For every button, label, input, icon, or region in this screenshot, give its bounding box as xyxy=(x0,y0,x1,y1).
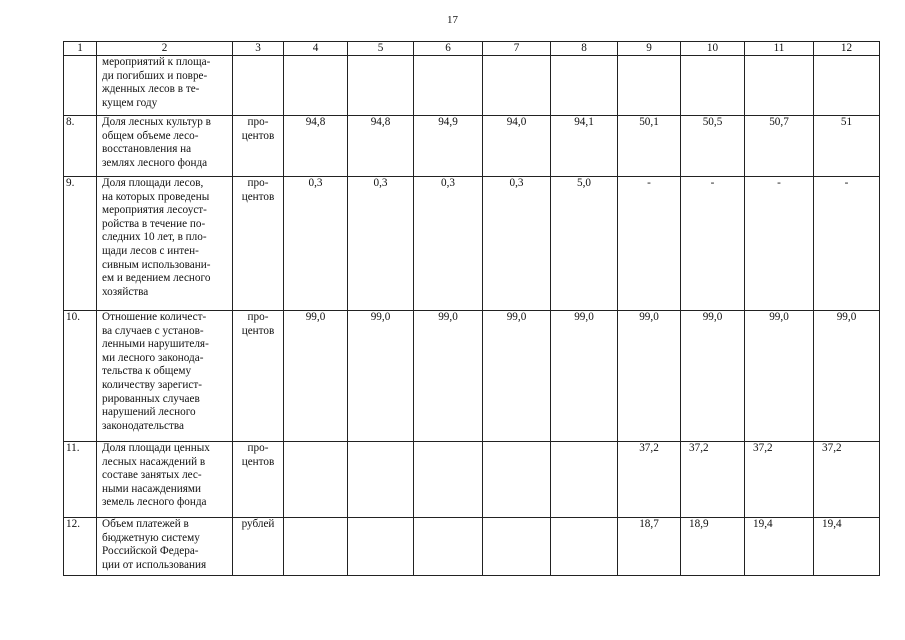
indicator-name-line: ции от использования xyxy=(102,558,207,571)
unit-line: центов xyxy=(241,129,275,142)
value-cell: - xyxy=(814,177,880,311)
unit-line: центов xyxy=(241,455,275,468)
value-cell xyxy=(348,442,414,518)
indicator-name-cell xyxy=(97,177,233,311)
indicator-name-line: ва случаев с установ- xyxy=(102,324,204,337)
indicator-name-line: на которых проведены xyxy=(102,190,210,203)
header-cell: 7 xyxy=(483,42,551,56)
indicator-name-line: сивным использовани- xyxy=(102,258,211,271)
header-cell: 1 xyxy=(64,42,97,56)
value-cell: 99,0 xyxy=(618,311,681,442)
indicator-name-line: общем объеме лесо- xyxy=(102,129,199,142)
value-cell: 94,0 xyxy=(483,116,551,177)
value-cell: 19,4 xyxy=(814,518,880,576)
row-number-cell: 8. xyxy=(64,116,97,177)
value-cell xyxy=(414,518,483,576)
table-row xyxy=(64,518,880,576)
indicator-name-line: ди погибших и повре- xyxy=(102,69,208,82)
value-cell: 94,8 xyxy=(348,116,414,177)
indicator-name-line: Доля площади лесов, xyxy=(102,177,204,189)
unit-line: про- xyxy=(247,311,269,323)
value-cell: 5,0 xyxy=(551,177,618,311)
header-cell: 9 xyxy=(618,42,681,56)
indicator-name-line: жденных лесов в те- xyxy=(102,83,200,96)
value-cell: 37,2 xyxy=(681,442,745,518)
value-cell xyxy=(551,518,618,576)
indicator-name-line: Доля площади ценных xyxy=(102,442,210,454)
indicator-name-line: составе занятых лес- xyxy=(102,469,202,482)
table-row xyxy=(64,177,880,311)
value-cell xyxy=(284,56,348,116)
unit-line: центов xyxy=(241,190,275,203)
value-cell: 50,5 xyxy=(681,116,745,177)
header-cell: 2 xyxy=(97,42,233,56)
indicator-name-cell xyxy=(97,518,233,576)
value-cell: 0,3 xyxy=(483,177,551,311)
value-cell: 37,2 xyxy=(618,442,681,518)
value-cell: 18,9 xyxy=(681,518,745,576)
table-row xyxy=(64,56,880,116)
indicator-name-cell xyxy=(97,311,233,442)
indicator-name-line: бюджетную систему xyxy=(102,531,200,544)
indicator-name-line: кущем году xyxy=(102,96,158,109)
unit-cell xyxy=(233,56,284,116)
value-cell: 94,8 xyxy=(284,116,348,177)
indicator-name-line: хозяйства xyxy=(102,285,149,298)
indicator-name-line: лесных насаждений в xyxy=(102,455,206,468)
indicator-name-line: землях лесного фонда xyxy=(102,156,208,169)
indicators-table xyxy=(63,41,880,576)
indicator-name-line: ными насаждениями xyxy=(102,482,201,495)
value-cell: 94,1 xyxy=(551,116,618,177)
row-number-cell: 10. xyxy=(64,311,97,442)
row-number-cell: 9. xyxy=(64,177,97,311)
value-cell: 50,1 xyxy=(618,116,681,177)
value-cell: 0,3 xyxy=(414,177,483,311)
indicator-name-line: ми лесного законода- xyxy=(102,351,204,364)
value-cell xyxy=(284,442,348,518)
header-cell: 5 xyxy=(348,42,414,56)
row-number-cell: 12. xyxy=(64,518,97,576)
unit-line: про- xyxy=(247,442,269,454)
value-cell: 50,7 xyxy=(745,116,814,177)
value-cell: 94,9 xyxy=(414,116,483,177)
unit-line: рублей xyxy=(241,518,275,530)
value-cell: 0,3 xyxy=(284,177,348,311)
value-cell xyxy=(348,518,414,576)
table-row xyxy=(64,116,880,177)
value-cell: 99,0 xyxy=(348,311,414,442)
header-cell: 8 xyxy=(551,42,618,56)
value-cell: 99,0 xyxy=(681,311,745,442)
indicator-name-line: законодательства xyxy=(102,419,184,432)
value-cell xyxy=(814,56,880,116)
indicator-name-line: мероприятия лесоуст- xyxy=(102,204,207,217)
value-cell: 0,3 xyxy=(348,177,414,311)
value-cell: 19,4 xyxy=(745,518,814,576)
indicator-name-line: Отношение количест- xyxy=(102,311,207,323)
value-cell: - xyxy=(745,177,814,311)
table-row xyxy=(64,311,880,442)
indicator-name-line: ройства в течение по- xyxy=(102,217,206,230)
page-number: 17 xyxy=(447,14,458,26)
value-cell xyxy=(681,56,745,116)
indicator-name-cell xyxy=(97,116,233,177)
indicator-name-line: тельства к общему xyxy=(102,365,192,378)
unit-line: центов xyxy=(241,324,275,337)
value-cell xyxy=(551,56,618,116)
indicator-name-line: нарушений лесного xyxy=(102,406,196,419)
unit-cell xyxy=(233,311,284,442)
indicator-name-line: щади лесов с интен- xyxy=(102,244,199,257)
value-cell: 99,0 xyxy=(483,311,551,442)
value-cell xyxy=(618,56,681,116)
value-cell: 18,7 xyxy=(618,518,681,576)
value-cell xyxy=(483,442,551,518)
value-cell xyxy=(414,56,483,116)
row-number-cell xyxy=(64,56,97,116)
value-cell: - xyxy=(681,177,745,311)
value-cell xyxy=(483,518,551,576)
value-cell xyxy=(551,442,618,518)
value-cell: 99,0 xyxy=(814,311,880,442)
header-cell: 6 xyxy=(414,42,483,56)
value-cell: 37,2 xyxy=(814,442,880,518)
indicator-name-line: Российской Федера- xyxy=(102,545,199,558)
header-cell: 12 xyxy=(814,42,880,56)
value-cell: 99,0 xyxy=(414,311,483,442)
value-cell xyxy=(284,518,348,576)
unit-line: про- xyxy=(247,116,269,128)
indicator-name-line: Доля лесных культур в xyxy=(102,116,211,128)
indicator-name-cell xyxy=(97,56,233,116)
header-cell: 10 xyxy=(681,42,745,56)
row-number-cell: 11. xyxy=(64,442,97,518)
value-cell: 99,0 xyxy=(284,311,348,442)
value-cell: 37,2 xyxy=(745,442,814,518)
indicator-name-line: Объем платежей в xyxy=(102,518,189,530)
value-cell: 99,0 xyxy=(551,311,618,442)
unit-cell xyxy=(233,116,284,177)
indicator-name-cell xyxy=(97,442,233,518)
indicator-name-line: земель лесного фонда xyxy=(102,496,207,509)
value-cell: 99,0 xyxy=(745,311,814,442)
unit-line: про- xyxy=(247,177,269,189)
unit-cell xyxy=(233,177,284,311)
indicator-name-line: восстановления на xyxy=(102,143,192,156)
value-cell xyxy=(348,56,414,116)
unit-cell xyxy=(233,518,284,576)
header-cell: 11 xyxy=(745,42,814,56)
indicator-name-line: количеству зарегист- xyxy=(102,378,202,391)
unit-cell xyxy=(233,442,284,518)
value-cell xyxy=(483,56,551,116)
header-cell: 3 xyxy=(233,42,284,56)
indicator-name-line: мероприятий к площа- xyxy=(102,56,211,68)
value-cell: - xyxy=(618,177,681,311)
header-row xyxy=(64,42,880,56)
indicator-name-line: следних 10 лет, в пло- xyxy=(102,231,207,244)
table-row xyxy=(64,442,880,518)
indicator-name-line: ем и ведением лесного xyxy=(102,272,211,285)
value-cell xyxy=(414,442,483,518)
header-cell: 4 xyxy=(284,42,348,56)
value-cell: 51 xyxy=(814,116,880,177)
indicator-name-line: рированных случаев xyxy=(102,392,200,405)
indicator-name-line: ленными нарушителя- xyxy=(102,338,209,351)
value-cell xyxy=(745,56,814,116)
